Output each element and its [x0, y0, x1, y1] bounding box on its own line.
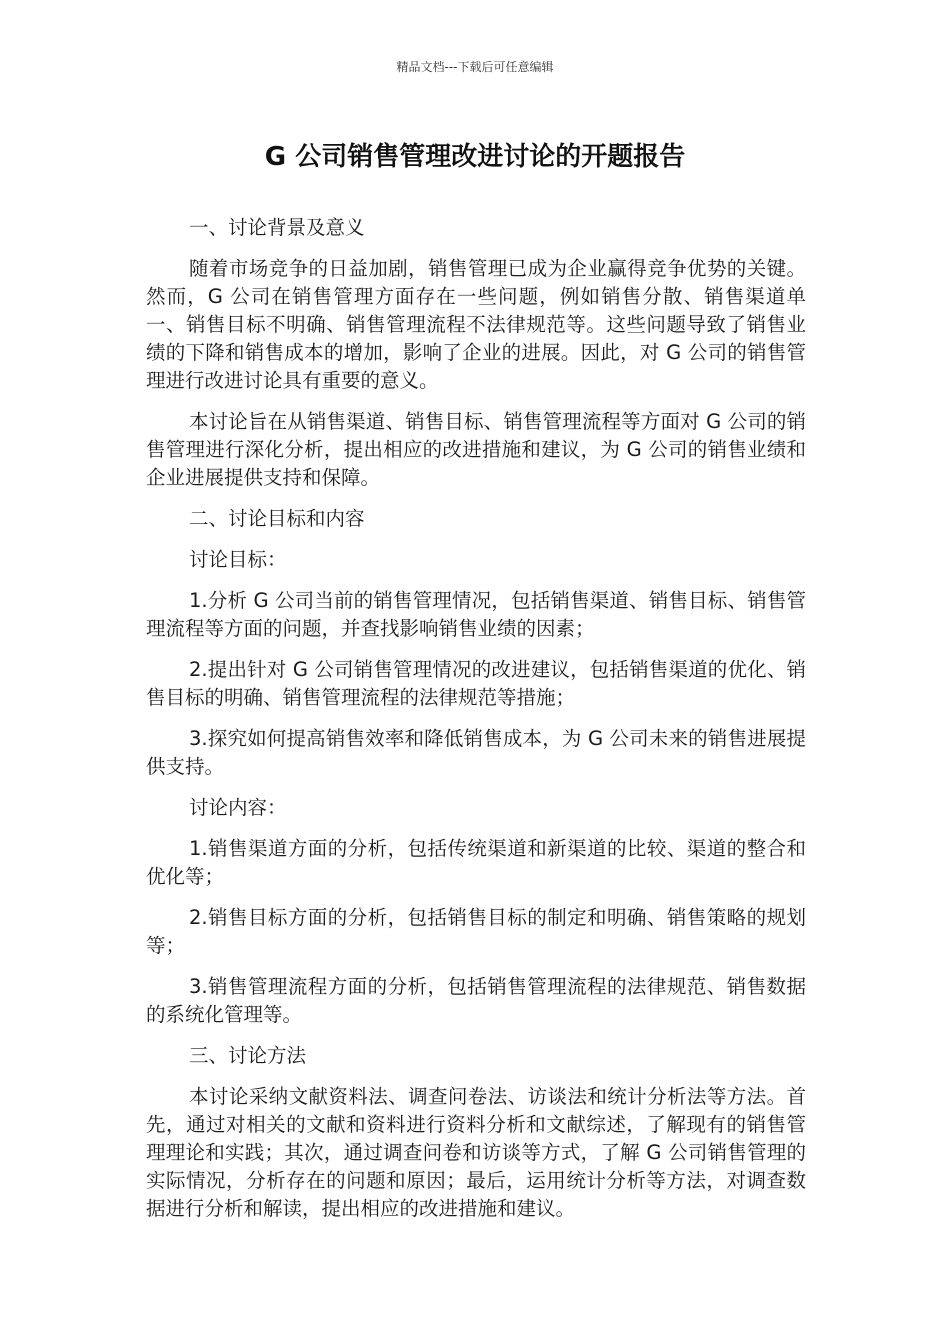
content-item-3: 3.销售管理流程方面的分析，包括销售管理流程的法律规范、销售数据的系统化管理等。	[146, 975, 806, 1026]
paragraph-methods: 本讨论采纳文献资料法、调查问卷法、访谈法和统计分析法等方法。首先，通过对相关的文献和资料进行资料分析和文献综述，了解现有的销售管理理论和实践；其次，通过调查问卷和访谈等方式，了解 G 公司销售管理的实际情况，分析存在的问题和原因；最后，运用统计分析等方法，对调查数据进行分析和解读，提出相应的改进措施和建议。	[146, 1085, 806, 1220]
section-heading-background: 一、讨论背景及意义	[189, 216, 365, 239]
paragraph-purpose: 本讨论旨在从销售渠道、销售目标、销售管理流程等方面对 G 公司的销售管理进行深化分析，提出相应的改进措施和建议，为 G 公司的销售业绩和企业进展提供支持和保障。	[146, 410, 806, 489]
content-item-1: 1.销售渠道方面的分析，包括传统渠道和新渠道的比较、渠道的整合和优化等；	[146, 837, 806, 888]
document-body	[146, 214, 806, 1236]
content-item-2: 2.销售目标方面的分析，包括销售目标的制定和明确、销售策略的规划等；	[146, 906, 806, 957]
goal-item-1: 1.分析 G 公司当前的销售管理情况，包括销售渠道、销售目标、销售管理流程等方面的问题，并查找影响销售业绩的因素；	[146, 589, 806, 640]
subheading-goals: 讨论目标：	[189, 548, 287, 571]
paragraph-background: 随着市场竞争的日益加剧，销售管理已成为企业赢得竞争优势的关键。然而，G 公司在销售管理方面存在一些问题，例如销售分散、销售渠道单一、销售目标不明确、销售管理流程不法律规范等。这些问题导致了销售业绩的下降和销售成本的增加，影响了企业的进展。因此，对 G 公司的销售管理进行改进讨论具有重要的意义。	[146, 257, 806, 392]
page-header-note: 精品文档---下载后可任意编辑	[396, 60, 554, 74]
section-heading-methods: 三、讨论方法	[189, 1044, 307, 1067]
goal-item-2: 2.提出针对 G 公司销售管理情况的改进建议，包括销售渠道的优化、销售目标的明确、销售管理流程的法律规范等措施；	[146, 658, 806, 709]
subheading-content: 讨论内容：	[189, 796, 287, 819]
goal-item-3: 3.探究如何提高销售效率和降低销售成本，为 G 公司未来的销售进展提供支持。	[146, 727, 806, 778]
document-title: G 公司销售管理改进讨论的开题报告	[264, 142, 686, 172]
section-heading-goals: 二、讨论目标和内容	[189, 507, 365, 530]
